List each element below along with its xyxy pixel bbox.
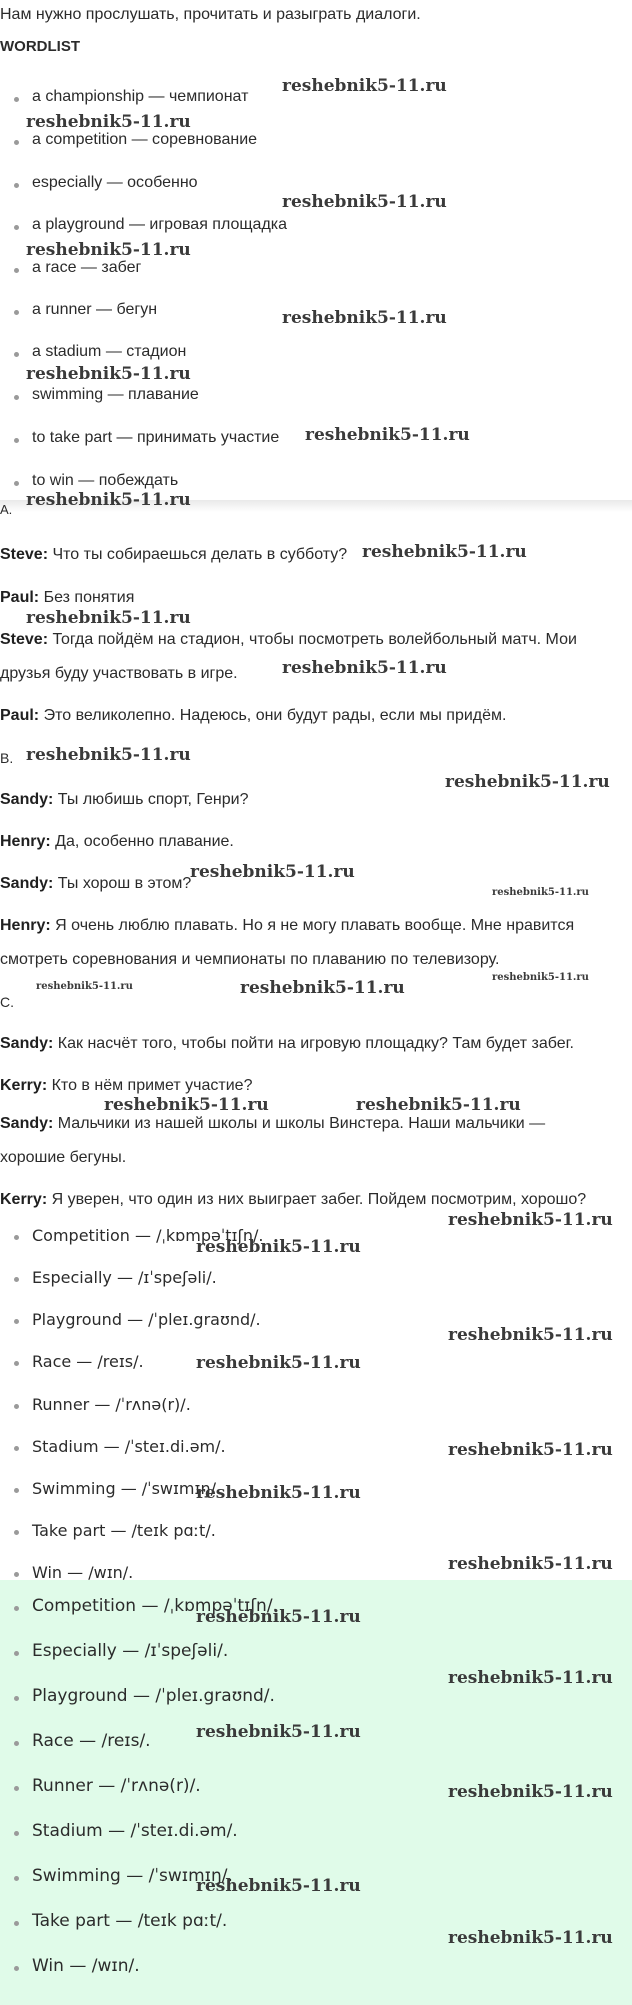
bullet-icon	[14, 1741, 19, 1746]
speaker-name: Henry	[0, 917, 46, 934]
list-item: Competition — /ˌkɒmpəˈtɪʃn/.	[32, 1226, 264, 1245]
watermark-text: reshebnik5-11.ru	[282, 308, 447, 328]
line-text-continued: хорошие бегуны.	[0, 1149, 127, 1166]
speaker-name: Sandy	[0, 1115, 49, 1132]
list-item: Race — /reɪs/.	[32, 1352, 144, 1371]
speaker-name: Steve	[0, 546, 43, 563]
speaker-name: Paul	[0, 707, 34, 724]
speaker-name: Sandy	[0, 791, 49, 808]
bullet-icon	[14, 225, 19, 230]
watermark-text: reshebnik5-11.ru	[282, 192, 447, 212]
watermark-text: reshebnik5-11.ru	[492, 887, 589, 898]
watermark-text: reshebnik5-11.ru	[448, 1210, 613, 1230]
dialogue-line: Steve: Что ты собираешься делать в субботу?	[0, 546, 348, 563]
bullet-icon	[14, 1651, 19, 1656]
list-item: Stadium — /ˈsteɪ.di.əm/.	[32, 1821, 238, 1841]
list-item: to win — побеждать	[32, 472, 179, 489]
watermark-text: reshebnik5-11.ru	[196, 1483, 361, 1503]
bullet-icon	[14, 1696, 19, 1701]
line-text-continued: смотреть соревнования и чемпионаты по плаванию по телевизору.	[0, 951, 500, 968]
list-item: Swimming — /ˈswɪmɪŋ/.	[32, 1479, 222, 1498]
dialogue-line: Henry: Я очень люблю плавать. Но я не могу плавать вообще. Мне нравится	[0, 917, 575, 934]
bullet-icon	[14, 1966, 19, 1971]
speaker-name: Sandy	[0, 1035, 49, 1052]
watermark-text: reshebnik5-11.ru	[492, 972, 589, 983]
list-item: Competition — /ˌkɒmpəˈtɪʃn/.	[32, 1596, 278, 1616]
watermark-text: reshebnik5-11.ru	[448, 1325, 613, 1345]
line-text: Что ты собираешься делать в субботу?	[52, 546, 348, 563]
watermark-text: reshebnik5-11.ru	[26, 112, 191, 132]
dialogue-line: Sandy: Ты хорош в этом?	[0, 875, 192, 892]
list-item: Take part — /teɪk pɑːt/.	[32, 1911, 228, 1931]
list-item: to take part — принимать участие	[32, 429, 280, 446]
watermark-text: reshebnik5-11.ru	[448, 1554, 613, 1574]
watermark-text: reshebnik5-11.ru	[448, 1440, 613, 1460]
bullet-icon	[14, 1277, 19, 1282]
line-text: Как насчёт того, чтобы пойти на игровую площадку? Там будет забег.	[57, 1035, 574, 1052]
watermark-text: reshebnik5-11.ru	[305, 425, 470, 445]
list-item: a runner — бегун	[32, 301, 158, 318]
list-item: Race — /reɪs/.	[32, 1731, 151, 1751]
line-text: Ты любишь спорт, Генри?	[57, 791, 249, 808]
watermark-text: reshebnik5-11.ru	[26, 490, 191, 510]
watermark-text: reshebnik5-11.ru	[104, 1095, 269, 1115]
watermark-text: reshebnik5-11.ru	[282, 76, 447, 96]
bullet-icon	[14, 1404, 19, 1409]
list-item: a championship — чемпионат	[32, 88, 249, 105]
list-item: a stadium — стадион	[32, 343, 187, 360]
watermark-text: reshebnik5-11.ru	[196, 1876, 361, 1896]
bullet-icon	[14, 140, 19, 145]
list-item: Playground — /ˈpleɪ.graʊnd/.	[32, 1310, 261, 1329]
bullet-icon	[14, 1831, 19, 1836]
list-item: Especially — /ɪˈspeʃəli/.	[32, 1268, 217, 1287]
line-text: Мальчики из нашей школы и школы Винстера. Наши мальчики —	[57, 1115, 546, 1132]
watermark-text: reshebnik5-11.ru	[26, 240, 191, 260]
watermark-text: reshebnik5-11.ru	[190, 862, 355, 882]
bullet-icon	[14, 395, 19, 400]
line-text: Ты хорош в этом?	[57, 875, 192, 892]
wordlist-heading: WORDLIST	[0, 38, 80, 55]
bullet-icon	[14, 310, 19, 315]
watermark-text: reshebnik5-11.ru	[282, 658, 447, 678]
dialogue-a-label: A.	[0, 502, 13, 517]
line-text: Это великолепно. Надеюсь, они будут рады, если мы придём.	[43, 707, 507, 724]
speaker-name: Steve	[0, 631, 43, 648]
watermark-text: reshebnik5-11.ru	[26, 745, 191, 765]
watermark-text: reshebnik5-11.ru	[356, 1095, 521, 1115]
bullet-icon	[14, 1786, 19, 1791]
list-item: a race — забег	[32, 259, 142, 276]
watermark-text: reshebnik5-11.ru	[448, 1782, 613, 1802]
line-text: Без понятия	[43, 589, 135, 606]
watermark-text: reshebnik5-11.ru	[448, 1668, 613, 1688]
list-item: Swimming — /ˈswɪmɪŋ/.	[32, 1866, 233, 1886]
watermark-text: reshebnik5-11.ru	[26, 364, 191, 384]
bullet-icon	[14, 481, 19, 486]
watermark-text: reshebnik5-11.ru	[448, 1928, 613, 1948]
bullet-icon	[14, 97, 19, 102]
intro-text: Нам нужно прослушать, прочитать и разыграть диалоги.	[0, 6, 421, 23]
dialogue-line: Kerry: Кто в нём примет участие?	[0, 1077, 253, 1094]
dialogue-line: Steve: Тогда пойдём на стадион, чтобы посмотреть волейбольный матч. Мои	[0, 631, 577, 648]
list-item: Runner — /ˈrʌnə(r)/.	[32, 1776, 201, 1796]
list-item: Especially — /ɪˈspeʃəli/.	[32, 1641, 229, 1661]
watermark-text: reshebnik5-11.ru	[26, 608, 191, 628]
dialogue-line: Paul: Без понятия	[0, 589, 135, 606]
bullet-icon	[14, 1319, 19, 1324]
watermark-text: reshebnik5-11.ru	[196, 1353, 361, 1373]
line-text-continued: друзья буду участвовать в игре.	[0, 665, 238, 682]
bullet-icon	[14, 1488, 19, 1493]
list-item: Win — /wɪn/.	[32, 1956, 140, 1976]
bullet-icon	[14, 1572, 19, 1577]
line-text: Тогда пойдём на стадион, чтобы посмотреть волейбольный матч. Мои	[52, 631, 577, 648]
list-item: Win — /wɪn/.	[32, 1563, 134, 1582]
dialogue-line: Henry: Да, особенно плавание.	[0, 833, 234, 850]
bullet-icon	[14, 183, 19, 188]
watermark-text: reshebnik5-11.ru	[362, 542, 527, 562]
dialogue-line: Sandy: Как насчёт того, чтобы пойти на игровую площадку? Там будет забег.	[0, 1035, 574, 1052]
line-text: Я очень люблю плавать. Но я не могу плавать вообще. Мне нравится	[55, 917, 575, 934]
dialogue-line: Paul: Это великолепно. Надеюсь, они будут рады, если мы придём.	[0, 707, 507, 724]
speaker-name: Henry	[0, 833, 46, 850]
bullet-icon	[14, 1530, 19, 1535]
list-item: Runner — /ˈrʌnə(r)/.	[32, 1395, 191, 1414]
speaker-name: Sandy	[0, 875, 49, 892]
watermark-text: reshebnik5-11.ru	[240, 978, 405, 998]
watermark-text: reshebnik5-11.ru	[196, 1607, 361, 1627]
bullet-icon	[14, 1446, 19, 1451]
speaker-name: Paul	[0, 589, 34, 606]
bullet-icon	[14, 1235, 19, 1240]
list-item: a playground — игровая площадка	[32, 216, 288, 233]
line-text: Да, особенно плавание.	[55, 833, 234, 850]
list-item: Playground — /ˈpleɪ.graʊnd/.	[32, 1686, 275, 1706]
watermark-text: reshebnik5-11.ru	[196, 1237, 361, 1257]
line-text: Я уверен, что один из них выиграет забег. Пойдем посмотрим, хорошо?	[51, 1191, 587, 1208]
bullet-icon	[14, 1361, 19, 1366]
watermark-text: reshebnik5-11.ru	[196, 1722, 361, 1742]
bullet-icon	[14, 268, 19, 273]
line-text: Кто в нём примет участие?	[51, 1077, 253, 1094]
bullet-icon	[14, 352, 19, 357]
list-item: Stadium — /ˈsteɪ.di.əm/.	[32, 1437, 226, 1456]
watermark-text: reshebnik5-11.ru	[445, 772, 610, 792]
list-item: a competition — соревнование	[32, 131, 258, 148]
bullet-icon	[14, 1921, 19, 1926]
dialogue-c-label: C.	[0, 994, 14, 1010]
list-item: Take part — /teɪk pɑːt/.	[32, 1521, 216, 1540]
speaker-name: Kerry	[0, 1077, 42, 1094]
list-item: swimming — плавание	[32, 386, 199, 403]
watermark-text: reshebnik5-11.ru	[36, 981, 133, 992]
dialogue-line: Sandy: Мальчики из нашей школы и школы Винстера. Наши мальчики —	[0, 1115, 546, 1132]
bullet-icon	[14, 438, 19, 443]
dialogue-line: Kerry: Я уверен, что один из них выиграет забег. Пойдем посмотрим, хорошо?	[0, 1191, 587, 1208]
bullet-icon	[14, 1606, 19, 1611]
dialogue-b-label: B.	[0, 750, 14, 766]
speaker-name: Kerry	[0, 1191, 42, 1208]
list-item: especially — особенно	[32, 174, 198, 191]
bullet-icon	[14, 1876, 19, 1881]
dialogue-line: Sandy: Ты любишь спорт, Генри?	[0, 791, 249, 808]
